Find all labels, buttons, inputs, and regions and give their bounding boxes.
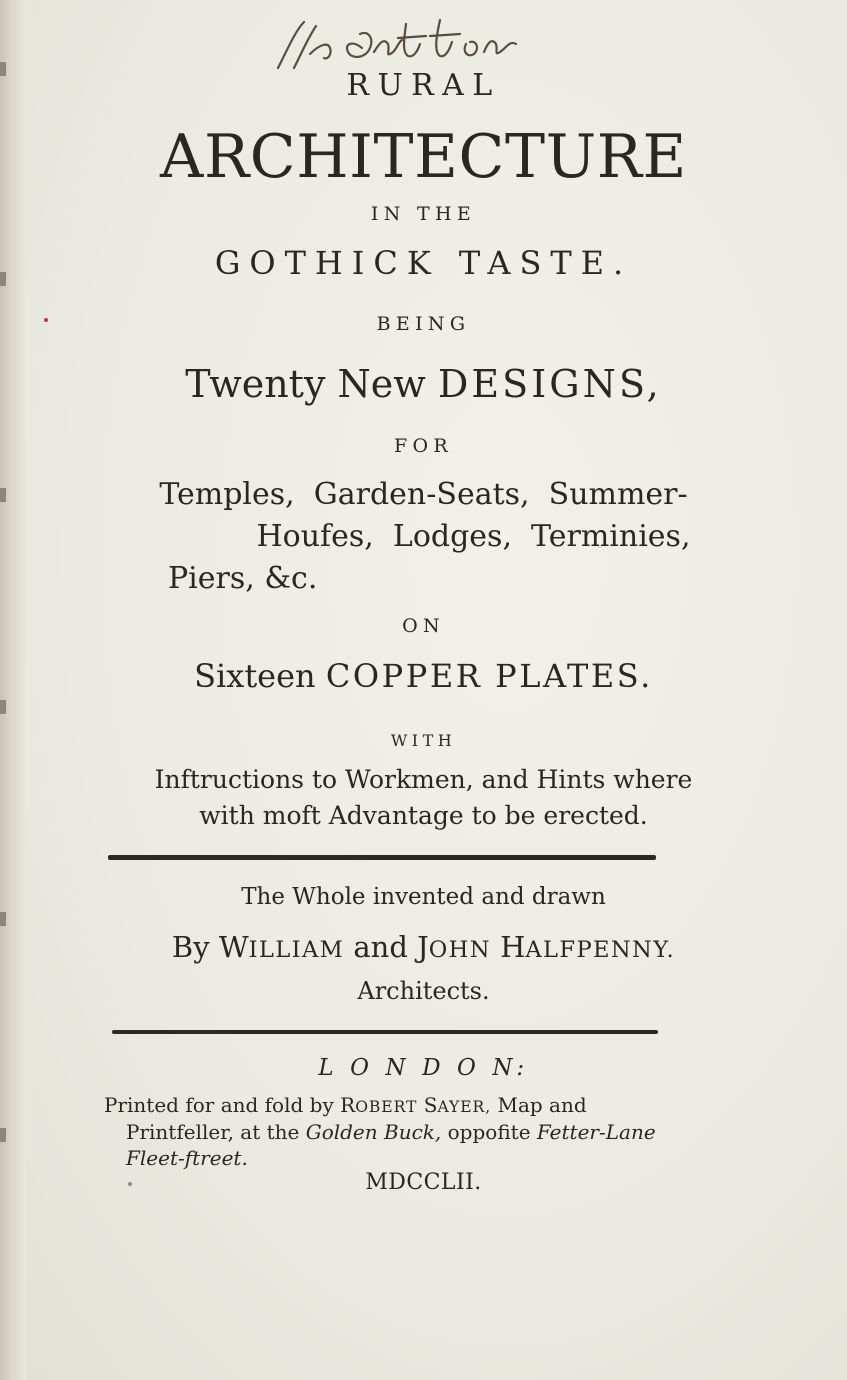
invented-line: The Whole invented and drawn xyxy=(241,884,606,910)
printer-robert-rest: OBERT xyxy=(355,1098,418,1116)
imprint-printed-for: Printed for and fold by xyxy=(104,1093,334,1117)
architects-line: Architects. xyxy=(357,977,490,1005)
buildings-line-1: Temples, Garden-Seats, Summer- xyxy=(159,477,688,512)
plates-line xyxy=(0,657,847,695)
author-halfpenny-initial: H xyxy=(500,930,526,964)
being-label: BEING xyxy=(376,313,471,335)
author-william-rest: ILLIAM xyxy=(248,937,345,963)
stitch-mark xyxy=(0,912,6,926)
buildings-line-2: Houfes, Lodges, Terminies, xyxy=(256,519,691,554)
imprint-fetter-lane: Fetter-Lane xyxy=(536,1120,656,1144)
author-halfpenny-rest: ALFPENNY. xyxy=(525,937,676,963)
imprint-line-2 xyxy=(126,1120,656,1144)
author-john-rest: OHN xyxy=(428,937,491,963)
instructions-line-1: Inftructions to Workmen, and Hints where xyxy=(154,765,693,794)
imprint-line-3: Fleet-ftreet. xyxy=(126,1146,248,1170)
title-architecture: ARCHITECTURE xyxy=(160,122,687,192)
with-label: WITH xyxy=(390,731,457,750)
divider-rule-bottom xyxy=(112,1030,658,1034)
authors-line xyxy=(0,930,847,964)
for-label: FOR xyxy=(393,435,454,457)
imprint-golden-buck: Golden Buck, xyxy=(305,1120,442,1144)
imprint-line-1 xyxy=(104,1093,587,1117)
stitch-mark xyxy=(0,1128,6,1142)
authors-by: By xyxy=(171,930,210,964)
buildings-line-3: Piers, &c. xyxy=(168,561,318,596)
author-john-initial: J xyxy=(417,930,429,964)
title-in-the: IN THE xyxy=(370,203,477,225)
imprint-map-and: Map and xyxy=(497,1093,587,1117)
author-william-initial: W xyxy=(218,930,249,964)
instructions-line-2: with moft Advantage to be erected. xyxy=(199,801,648,830)
plates-lead: Sixteen xyxy=(194,657,316,695)
authors-and: and xyxy=(353,930,408,964)
stitch-mark xyxy=(0,700,6,714)
imprint-city: L O N D O N: xyxy=(318,1055,529,1081)
divider-rule-top xyxy=(108,855,656,860)
title-gothick-taste: GOTHICK TASTE. xyxy=(214,244,633,282)
title-rural: RURAL xyxy=(346,68,501,103)
printer-robert-initial: R xyxy=(340,1093,356,1117)
printer-sayer-rest: AYER, xyxy=(437,1098,492,1116)
plates-emph: COPPER PLATES. xyxy=(325,657,653,695)
designs-lead: Twenty New xyxy=(185,362,426,406)
imprint-printseller: Printfeller, at the xyxy=(126,1120,300,1144)
designs-emph: DESIGNS, xyxy=(437,362,662,406)
printer-sayer-initial: S xyxy=(423,1093,438,1117)
on-label: ON xyxy=(402,615,445,637)
imprint-opposite: oppofite xyxy=(447,1120,531,1144)
designs-line xyxy=(0,362,847,406)
imprint-date: MDCCLII. xyxy=(365,1170,482,1195)
